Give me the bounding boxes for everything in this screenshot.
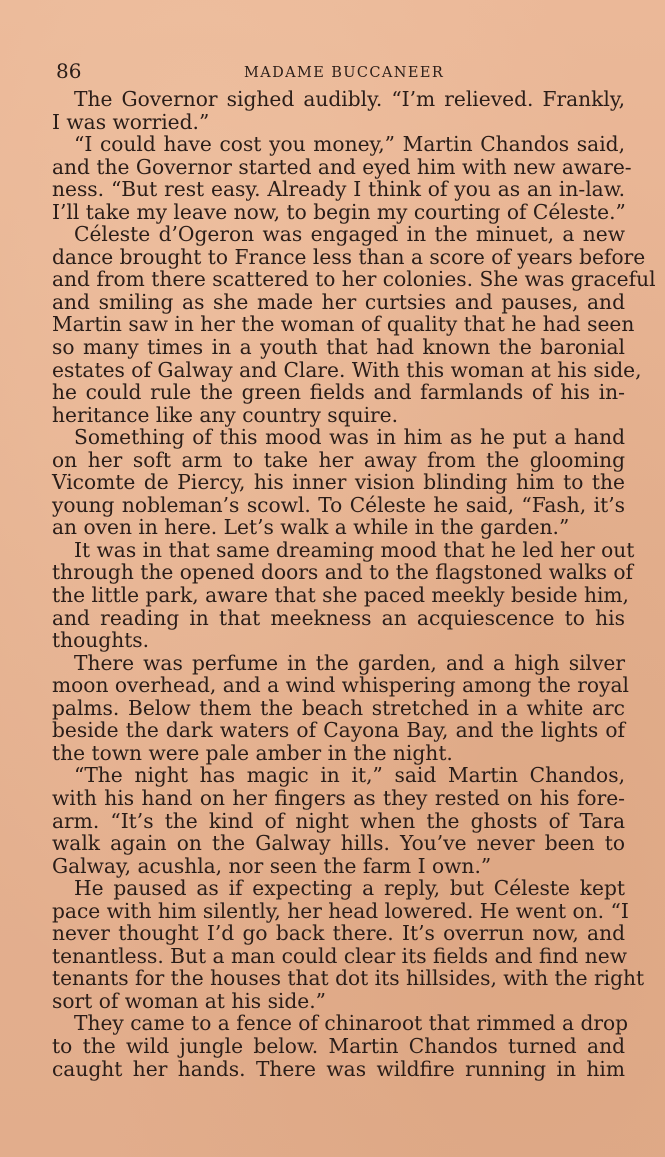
text-line: on her soft arm to take her away from the glooming [52,447,625,472]
text-line: “The night has magic in it,” said Martin Chandos, [74,763,625,788]
text-line: with his hand on her fingers as they rested on his fore- [52,785,625,810]
text-line: and smiling as she made her curtsies and pauses, and [52,289,625,314]
text-line: I’ll take my leave now, to begin my courting of Céleste.” [52,199,626,224]
running-title: MADAME BUCCANEER [244,65,445,81]
text-line: He paused as if expecting a reply, but Céleste kept [74,876,625,901]
text-line: to the wild jungle below. Martin Chandos turned and [52,1033,625,1058]
text-line: walk again on the Galway hills. You’ve never been to [52,831,625,856]
text-line: It was in that same dreaming mood that he led her out [74,537,635,562]
text-line: and the Governor started and eyed him with new aware- [52,154,632,179]
text-line: beside the dark waters of Cayona Bay, and the lights of [52,718,625,743]
text-line: There was perfume in the garden, and a high silver [74,650,625,675]
text-line: estates of Galway and Clare. With this woman at his side, [52,357,642,382]
text-line: never thought I’d go back there. It’s overrun now, and [52,921,625,946]
text-line: Something of this mood was in him as he put a hand [74,425,625,450]
text-line: tenantless. But a man could clear its fields and find new [52,943,627,968]
text-line: Galway, acushla, nor seen the farm I own.” [52,853,492,878]
text-line: Céleste d’Ogeron was engaged in the minuet, a new [74,222,625,247]
text-line: sort of woman at his side.” [52,988,326,1013]
text-line: ness. “But rest easy. Already I think of you as an in-law. [52,177,625,202]
text-line: heritance like any country squire. [52,402,399,427]
body-text [52,87,656,1081]
text-line: palms. Below them the beach stretched in a white arc [52,695,625,720]
text-line: I was worried.” [52,109,210,134]
text-line: tenants for the houses that dot its hillsides, with the right [52,966,645,991]
text-line: “I could have cost you money,” Martin Chandos said, [74,132,625,157]
text-line: pace with him silently, her head lowered. He went on. “I [52,898,629,923]
text-line: through the opened doors and to the flagstoned walks of [52,560,633,585]
text-line: and from there scattered to her colonies. She was graceful [52,267,656,292]
text-line: thoughts. [52,628,150,653]
text-line: the town were pale amber in the night. [52,740,453,765]
text-line: he could rule the green fields and farmlands of his in- [52,380,625,405]
text-line: The Governor sighed audibly. “I’m relieved. Frankly, [74,87,625,111]
text-line: Vicomte de Piercy, his inner vision blinding him to the [52,470,625,495]
text-line: caught her hands. There was wildfire running in him [52,1056,625,1081]
text-line: the little park, aware that she paced meekly beside him, [52,583,629,608]
text-line: arm. “It’s the kind of night when the ghosts of Tara [52,808,625,833]
text-line: dance brought to France less than a score of years before [52,244,646,269]
text-line: moon overhead, and a wind whispering among the royal [52,673,629,698]
page-number: 86 [56,59,82,83]
text-line: so many times in a youth that had known the baronial [52,335,625,360]
text-line: They came to a fence of chinaroot that rimmed a drop [74,1011,629,1036]
page-header [52,58,622,84]
text-line: an oven in here. Let’s walk a while in the garden.” [52,515,570,540]
text-line: Martin saw in her the woman of quality that he had seen [52,312,635,337]
text-line: and reading in that meekness an acquiescence to his [52,605,625,630]
text-line: young nobleman’s scowl. To Céleste he said, “Fash, it’s [52,492,625,517]
